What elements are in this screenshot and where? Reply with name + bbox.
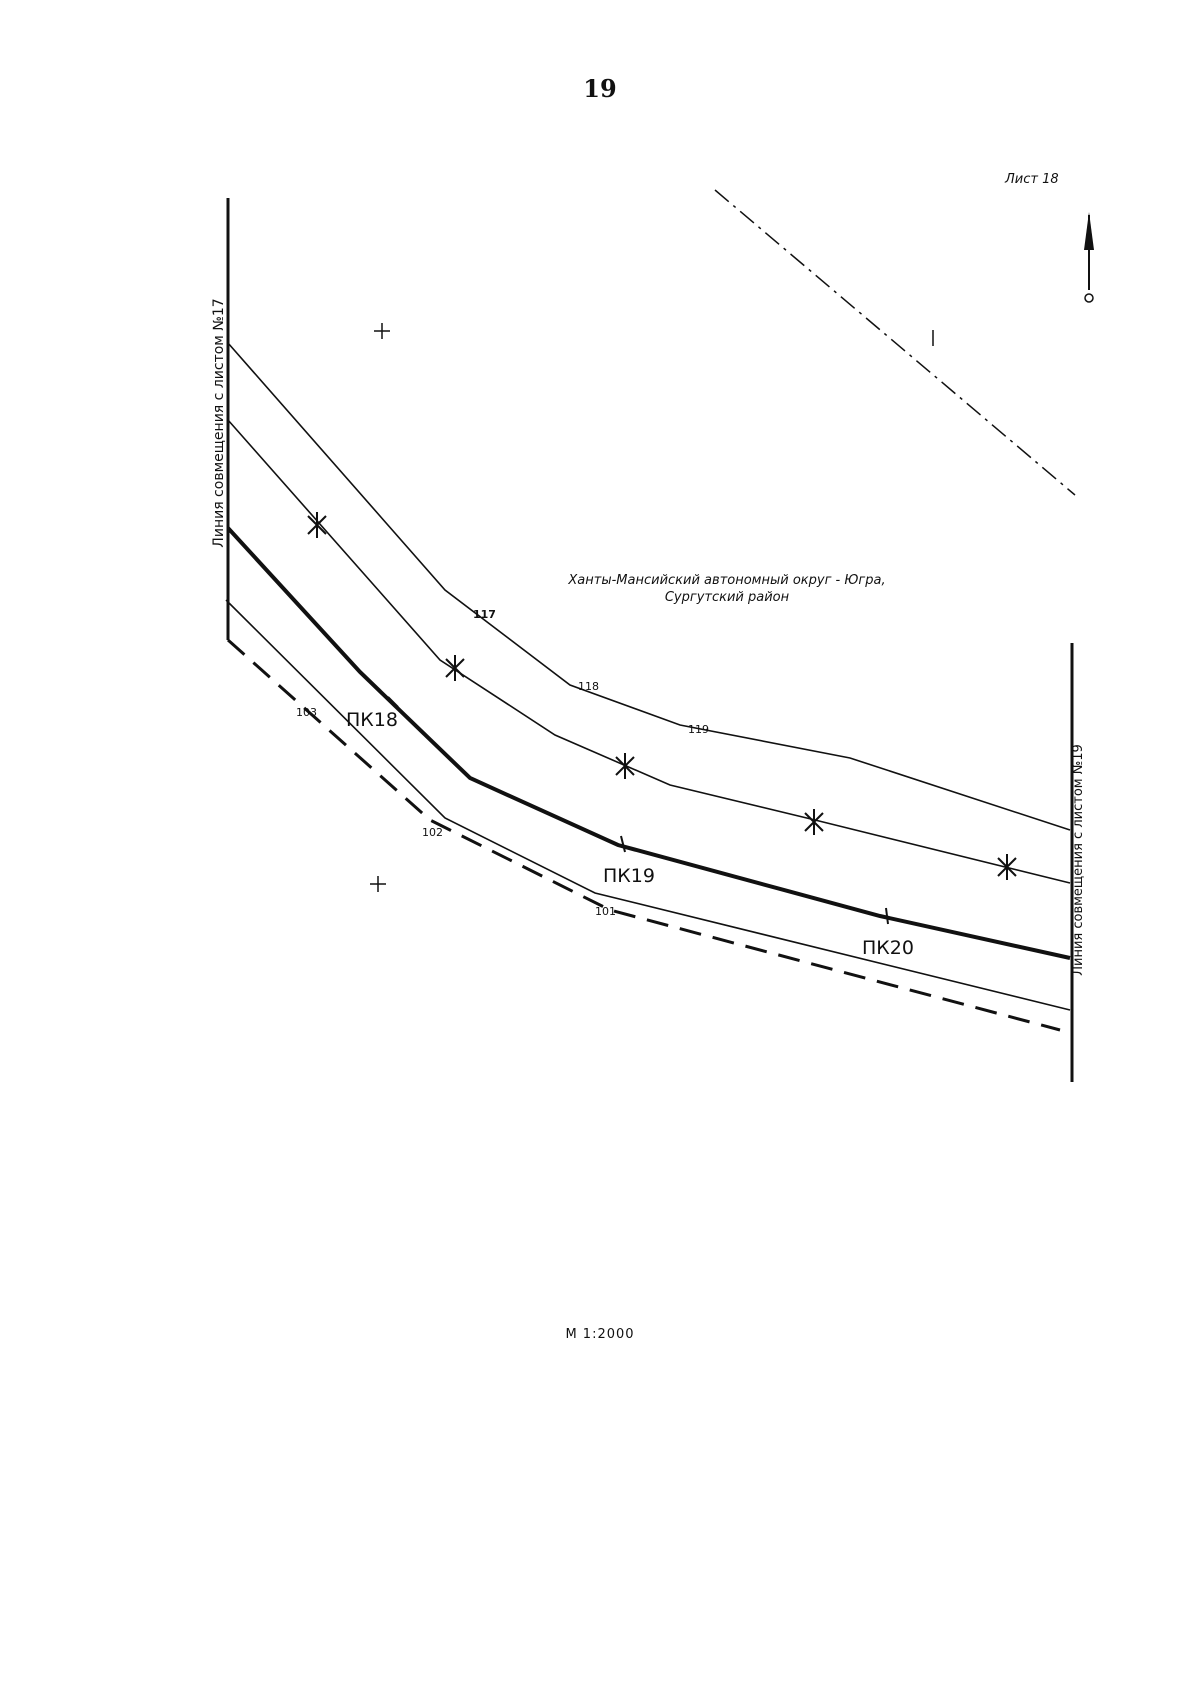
point-label-119: 119 — [688, 723, 709, 736]
fence-marker — [308, 512, 326, 538]
point-label-117: 117 — [473, 608, 496, 621]
fence-marker — [446, 655, 464, 681]
page-number: 19 — [583, 74, 617, 103]
point-label-101: 101 — [595, 905, 616, 918]
route-axis-line — [228, 528, 1070, 958]
picket-label-pk20: ПК20 — [862, 937, 914, 959]
corridor-line-fence — [228, 420, 1070, 883]
fence-markers — [308, 512, 1016, 880]
fence-marker — [616, 753, 634, 779]
picket-label-pk18: ПК18 — [346, 709, 398, 731]
fence-marker — [998, 854, 1016, 880]
match-line-left-label: Линия совмещения с листом №17 — [211, 298, 227, 548]
north-arrow-icon — [1084, 212, 1094, 302]
picket-label-pk19: ПК19 — [603, 865, 655, 887]
point-label-103: 103 — [296, 706, 317, 719]
point-label-118: 118 — [578, 680, 599, 693]
point-label-102: 102 — [422, 826, 443, 839]
match-line-right-label: Линия совмещения с листом №19 — [1071, 744, 1086, 976]
boundary-line — [715, 190, 1075, 495]
survey-crosses — [370, 323, 933, 892]
existing-road-dashed — [228, 640, 1060, 1030]
region-label-line2: Сургутский район — [664, 590, 790, 605]
region-label-line1: Ханты-Мансийский автономный округ - Югра, — [568, 573, 886, 588]
sheet-label: Лист 18 — [1005, 172, 1059, 187]
scale-label: М 1:2000 — [565, 1327, 635, 1342]
